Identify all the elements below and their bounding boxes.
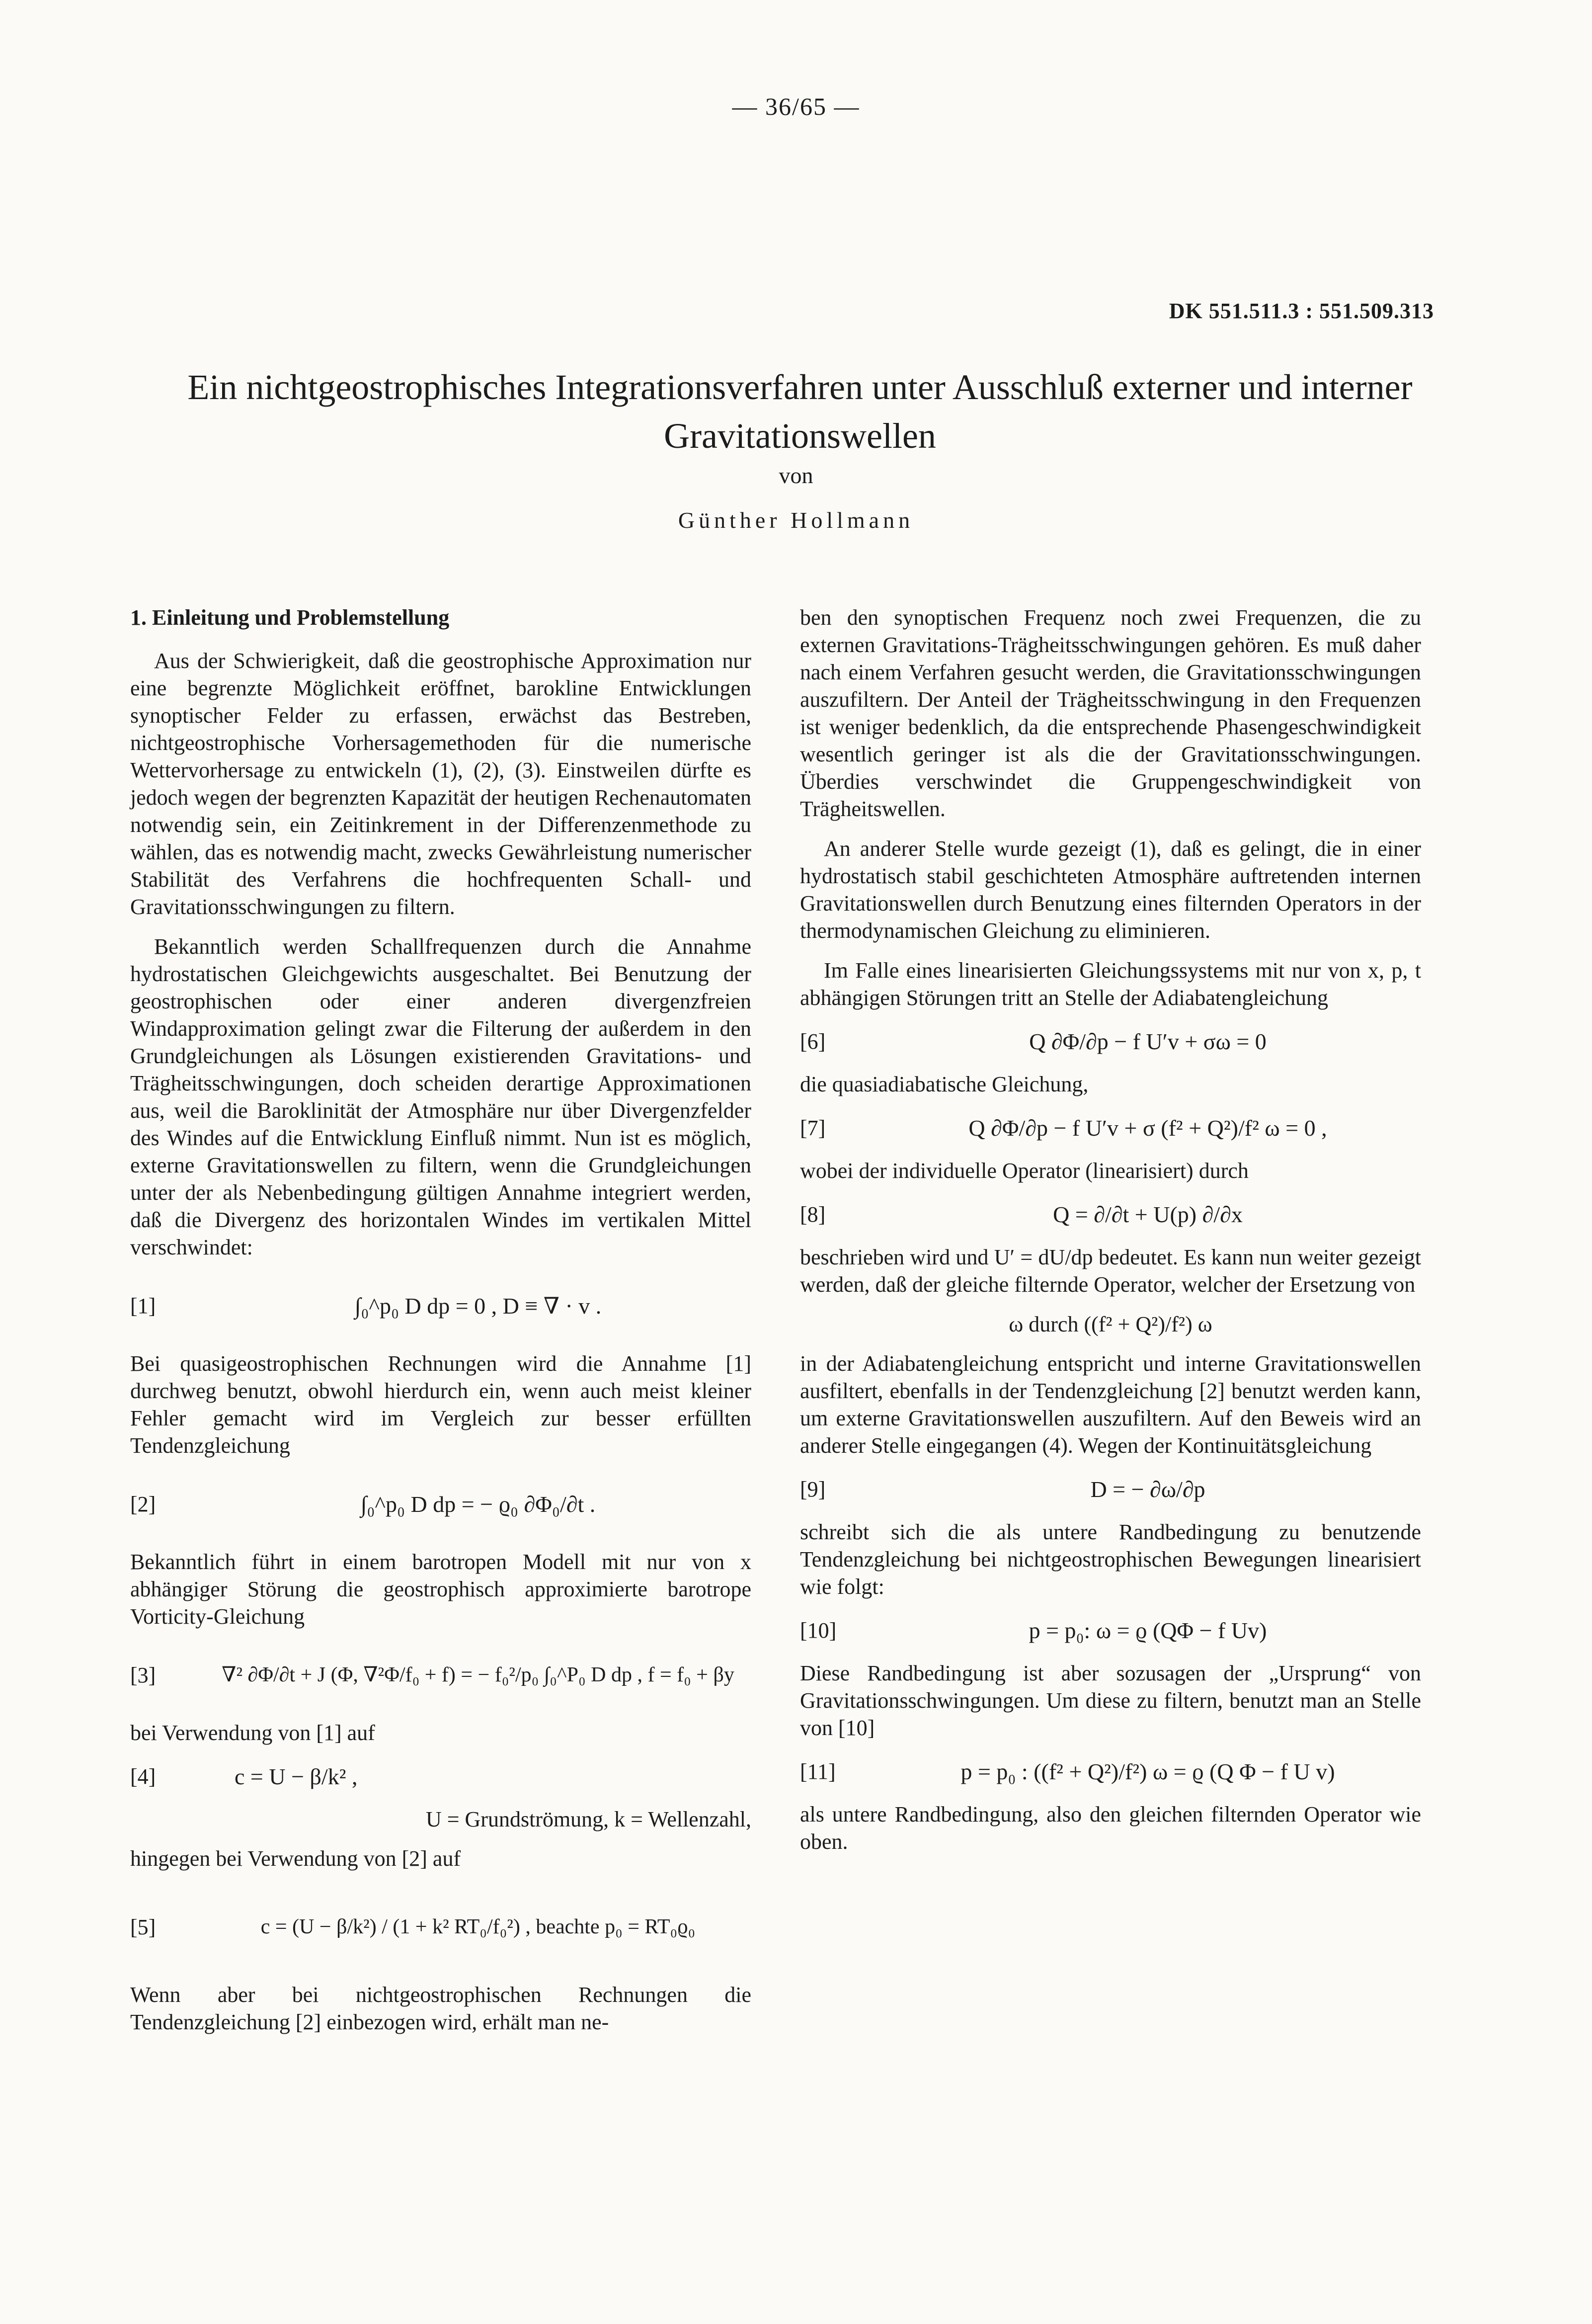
equation-4 (130, 1759, 751, 1794)
equation-body: Q ∂Φ/∂p − f U′v + σ (f² + Q²)/f² ω = 0 , (968, 1115, 1327, 1141)
paragraph: An anderer Stelle wurde gezeigt (1), daß es gelingt, die in einer hydrostatisch stabil geschichteten Atmosphäre auftretenden internen Gravitationswellen durch Benutzung eines filternden Operators in der thermodynamischen Gleichung zu eliminieren. (800, 836, 1421, 943)
paragraph: hingegen bei Verwendung von [2] auf (130, 1846, 461, 1871)
equation-body: ∫₀^p₀ D dp = − ϱ₀ ∂Φ₀/∂t . (360, 1491, 596, 1517)
equation-8 (800, 1197, 1421, 1232)
equation-5 (130, 1885, 751, 1969)
right-column (800, 604, 1421, 1868)
left-column (130, 604, 751, 2048)
equation-number: [6] (800, 1029, 826, 1054)
equation-10 (800, 1613, 1421, 1648)
equation-1 (130, 1273, 751, 1338)
equation-note: U = Grundströmung, k = Wellenzahl, (425, 1807, 751, 1831)
paragraph: Diese Randbedingung ist aber sozusagen der „Ursprung“ von Gravitationsschwingungen. Um diese zu filtern, benutzt man an Stelle von [10] (800, 1661, 1421, 1740)
equation-9 (800, 1472, 1421, 1506)
equation-substitution: ω durch ((f² + Q²)/f²) ω (1009, 1312, 1212, 1336)
paragraph: beschrieben wird und U′ = dU/dp bedeutet. Es kann nun weiter gezeigt werden, daß der gleiche filternde Operator, welcher der Ersetzung von (800, 1245, 1421, 1297)
equation-number: [4] (130, 1764, 156, 1789)
equation-number: [9] (800, 1477, 826, 1501)
paragraph: schreibt sich die als untere Randbedingung zu benutzende Tendenzgleichung bei nichtgeostrophischen Bewegungen linearisiert wie folgt: (800, 1520, 1421, 1599)
equation-number: [5] (130, 1914, 156, 1939)
equation-body: c = (U − β/k²) / (1 + k² RT₀/f₀²) , beachte p₀ = RT₀ϱ₀ (260, 1915, 696, 1938)
equation-11 (800, 1754, 1421, 1789)
paper-title: Ein nichtgeostrophisches Integrationsverfahren unter Ausschluß externer und interner Gravitationswellen (187, 367, 1413, 456)
equation-body: D = − ∂ω/∂p (1090, 1476, 1205, 1502)
equation-7 (800, 1110, 1421, 1145)
paragraph: bei Verwendung von [1] auf (130, 1721, 375, 1745)
equation-number: [3] (130, 1662, 156, 1687)
equation-2 (130, 1472, 751, 1536)
paragraph: ben den synoptischen Frequenz noch zwei Frequenzen, die zu externen Gravitations-Trägheitsschwingungen gehören. Es muß daher nach einem Verfahren gesucht werden, die Gravitationsschwingungen auszufiltern. Der Anteil der Trägheitsschwingung in den Frequenzen ist weniger bedenklich, da die entsprechende Phasengeschwindigkeit wesentlich geringer ist als die der Gravitationsschwingungen. Überdies verschwindet die Gruppengeschwindigkeit von Trägheitswellen. (800, 605, 1421, 821)
equation-body: p = p₀: ω = ϱ (QΦ − f Uv) (1029, 1617, 1267, 1643)
equation-body: Q = ∂/∂t + U(p) ∂/∂x (1053, 1201, 1243, 1227)
paragraph: Wenn aber bei nichtgeostrophischen Rechnungen die Tendenzgleichung [2] einbezogen wird, erhält man ne- (130, 1983, 751, 2034)
paragraph: wobei der individuelle Operator (linearisiert) durch (800, 1159, 1249, 1183)
section-heading: 1. Einleitung und Problemstellung (130, 605, 450, 630)
equation-number: [11] (800, 1759, 836, 1784)
equation-number: [1] (130, 1293, 156, 1318)
author-name: Günther Hollmann (678, 507, 914, 533)
equation-body: Q ∂Φ/∂p − f U′v + σω = 0 (1029, 1028, 1267, 1054)
equation-number: [10] (800, 1618, 837, 1643)
equation-number: [7] (800, 1115, 826, 1140)
paragraph: in der Adiabatengleichung entspricht und interne Gravitationswellen ausfiltert, ebenfalls in der Tendenzgleichung [2] benutzt werden kann, um externe Gravitationswellen auszufiltern. Auf den Beweis wird an anderer Stelle eingegangen (4). Wegen der Kontinuitätsgleichung (800, 1351, 1421, 1458)
byline-von: von (779, 463, 813, 488)
equation-number: [8] (800, 1202, 826, 1227)
equation-body: ∇² ∂Φ/∂t + J (Φ, ∇²Φ/f₀ + f) = − f₀²/p₀ ∫₀^P₀ D dp , f = f₀ + βy (222, 1663, 734, 1686)
equation-body: c = U − β/k² , (235, 1763, 358, 1789)
equation-body: ∫₀^p₀ D dp = 0 , D ≡ ∇ · v . (354, 1293, 602, 1319)
equation-body: p = p₀ : ((f² + Q²)/f²) ω = ϱ (Q Φ − f U v) (960, 1758, 1335, 1784)
paragraph: Im Falle eines linearisierten Gleichungssystems mit nur von x, p, t abhängigen Störungen tritt an Stelle der Adiabatengleichung (800, 958, 1421, 1010)
paragraph: als untere Randbedingung, also den gleichen filternden Operator wie oben. (800, 1802, 1421, 1854)
equation-3 (130, 1643, 751, 1707)
paragraph: die quasiadiabatische Gleichung, (800, 1072, 1089, 1096)
equation-number: [2] (130, 1492, 156, 1516)
paragraph: Bekanntlich werden Schallfrequenzen durch die Annahme hydrostatischen Gleichgewichts ausgeschaltet. Bei Benutzung der geostrophischen oder einer anderen divergenzfreien Windapproximation gelingt zwar die Filterung der außerdem in den Grundgleichungen als Lösungen existierenden Gravitations- und Trägheitsschwingungen, doch scheiden derartige Approximationen aus, weil die Baroklinität der Atmosphäre nur über Divergenzfelder des Windes auf die Entwicklung Einfluß nimmt. Nun ist es möglich, externe Gravitationswellen zu filtern, wenn die Grundgleichungen unter der als Nebenbedingung gültigen Annahme integriert werden, daß die Divergenz des horizontalen Windes im vertikalen Mittel verschwindet: (130, 934, 751, 1259)
equation-6 (800, 1024, 1421, 1059)
page-number: — 36/65 — (732, 92, 860, 120)
udc-classification: DK 551.511.3 : 551.509.313 (1169, 299, 1434, 323)
paragraph: Bekanntlich führt in einem barotropen Modell mit nur von x abhängiger Störung die geostrophisch approximierte barotrope Vorticity-Gleichung (130, 1550, 751, 1629)
paragraph: Aus der Schwierigkeit, daß die geostrophische Approximation nur eine begrenzte Möglichkeit eröffnet, barokline Entwicklungen synoptischer Felder zu erfassen, erwächst das Bestreben, nichtgeostrophische Vorhersagemethoden für die numerische Wettervorhersage zu entwickeln (1), (2), (3). Einstweilen dürfte es jedoch wegen der begrenzten Kapazität der heutigen Rechenautomaten notwendig sein, ein Zeitinkrement in der Differenzenmethode zu wählen, das es notwendig macht, zwecks Gewährleistung numerischer Stabilität des Verfahrens die hochfrequenten Schall- und Gravitationsschwingungen zu filtern. (130, 649, 751, 919)
paragraph: Bei quasigeostrophischen Rechnungen wird die Annahme [1] durchweg benutzt, obwohl hierdurch ein, wenn auch meist kleiner Fehler gemacht wird im Vergleich zur besser erfüllten Tendenzgleichung (130, 1351, 751, 1458)
